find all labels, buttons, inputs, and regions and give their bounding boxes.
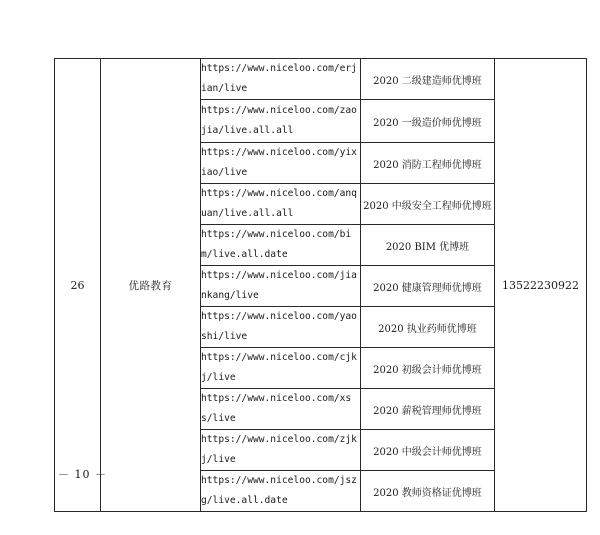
- course-url[interactable]: https://www.niceloo.com/yaoshi/live: [201, 307, 361, 348]
- course-name: 2020 一级造价师优博班: [361, 100, 495, 143]
- organization-name: 优路教育: [101, 59, 201, 512]
- course-name: 2020 BIM 优博班: [361, 225, 495, 266]
- table-row: [55, 59, 587, 100]
- course-name: 2020 健康管理师优博班: [361, 266, 495, 307]
- course-name: 2020 中级会计师优博班: [361, 430, 495, 471]
- course-url[interactable]: https://www.niceloo.com/cjkj/live: [201, 348, 361, 389]
- course-name: 2020 初级会计师优博班: [361, 348, 495, 389]
- course-name: 2020 薪税管理师优博班: [361, 389, 495, 430]
- course-url[interactable]: https://www.niceloo.com/zjkj/live: [201, 430, 361, 471]
- course-url[interactable]: https://www.niceloo.com/jszg/live.all.date: [201, 471, 361, 512]
- course-url[interactable]: https://www.niceloo.com/jiankang/live: [201, 266, 361, 307]
- course-name: 2020 执业药师优博班: [361, 307, 495, 348]
- course-url[interactable]: https://www.niceloo.com/erjian/live: [201, 59, 361, 100]
- course-url[interactable]: https://www.niceloo.com/zaojia/live.all.all: [201, 100, 361, 143]
- course-table: [54, 58, 587, 512]
- course-name: 2020 消防工程师优博班: [361, 143, 495, 184]
- course-url[interactable]: https://www.niceloo.com/anquan/live.all.all: [201, 184, 361, 225]
- course-name: 2020 二级建造师优博班: [361, 59, 495, 100]
- course-url[interactable]: https://www.niceloo.com/yixiao/live: [201, 143, 361, 184]
- course-url[interactable]: https://www.niceloo.com/bim/live.all.date: [201, 225, 361, 266]
- contact-phone: 13522230922: [495, 59, 587, 512]
- course-name: 2020 教师资格证优博班: [361, 471, 495, 512]
- course-name: 2020 中级安全工程师优博班: [361, 184, 495, 225]
- page-number: － 10 －: [58, 468, 107, 481]
- row-number: 26: [55, 59, 101, 512]
- course-url[interactable]: https://www.niceloo.com/xss/live: [201, 389, 361, 430]
